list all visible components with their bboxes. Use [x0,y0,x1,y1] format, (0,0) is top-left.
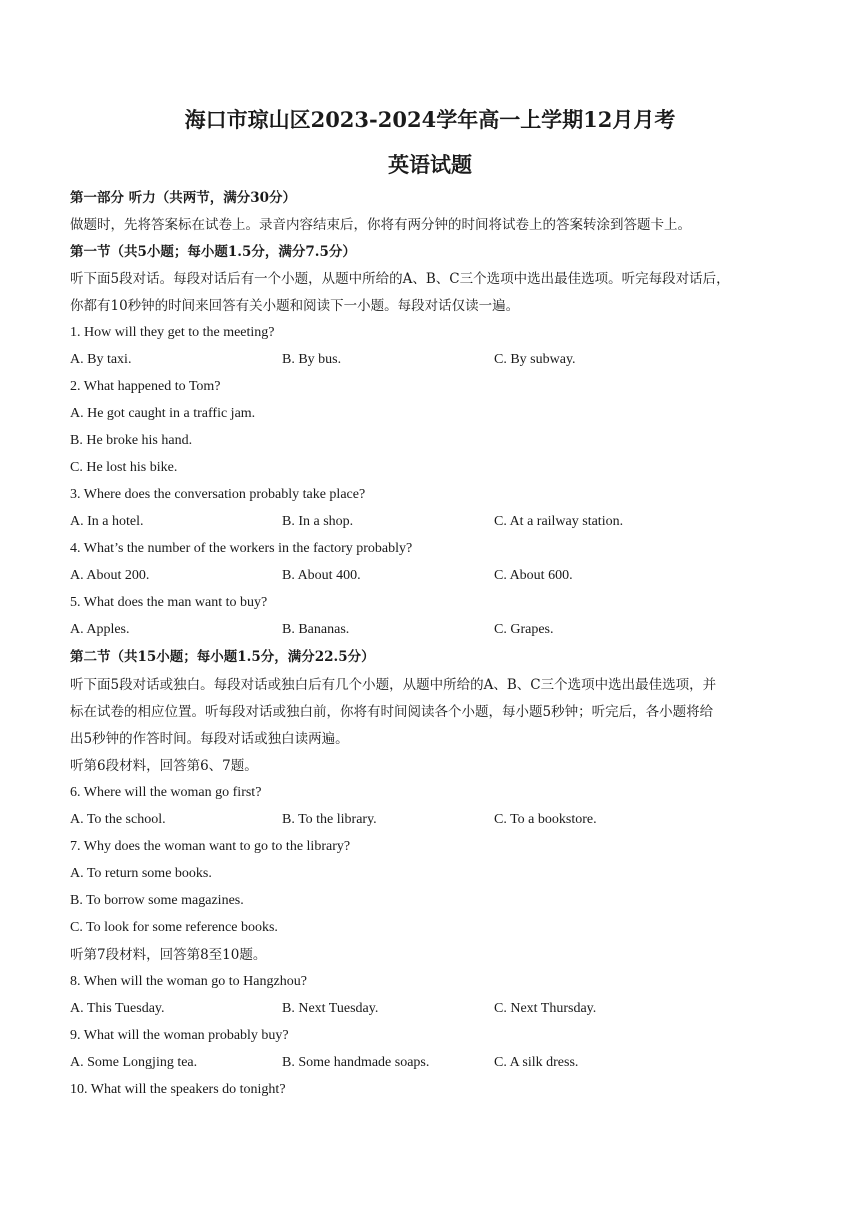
option-a: A. About 200. [70,568,150,583]
option-a: A. This Tuesday. [70,1001,165,1016]
option-b: B. Bananas. [282,622,350,637]
question-4-options [70,567,790,585]
question-7-stem: 7. Why does the woman want to go to the library? [70,839,351,854]
option-b: B. To the library. [282,812,377,827]
option-c: C. To a bookstore. [494,812,597,827]
question-5-stem: 5. What does the man want to buy? [70,595,268,610]
section1-heading: 第一节（共5小题；每小题1.5分，满分7.5分） [70,244,356,260]
option-a: A. To the school. [70,812,166,827]
question-3-stem: 3. Where does the conversation probably take place? [70,487,366,502]
option-b: B. Next Tuesday. [282,1001,379,1016]
question-8-stem: 8. When will the woman go to Hangzhou? [70,974,307,989]
question-9-stem: 9. What will the woman probably buy? [70,1028,289,1043]
question-2-option-b: B. He broke his hand. [70,433,193,448]
part1-heading: 第一部分 听力（共两节，满分30分） [70,190,296,206]
option-c: C. A silk dress. [494,1055,579,1070]
question-3-options [70,513,790,531]
option-b: B. In a shop. [282,514,354,529]
option-a: A. In a hotel. [70,514,144,529]
option-c: C. By subway. [494,352,576,367]
part1-instruction: 做题时，先将答案标在试卷上。录音内容结束后，你将有两分钟的时间将试卷上的答案转涂到答题卡上。 [70,217,691,233]
question-8-options [70,1000,790,1018]
exam-title: 海口市琼山区2023-2024学年高一上学期12月月考 [184,107,676,132]
option-b: B. By bus. [282,352,342,367]
question-1-options [70,351,790,369]
question-7-option-c: C. To look for some reference books. [70,920,278,935]
option-c: C. At a railway station. [494,514,624,529]
question-9-options [70,1054,790,1072]
question-2-stem: 2. What happened to Tom? [70,379,221,394]
question-7-option-a: A. To return some books. [70,866,212,881]
option-c: C. Grapes. [494,622,554,637]
exam-subtitle: 英语试题 [388,152,472,177]
option-a: A. Apples. [70,622,130,637]
question-4-stem: 4. What’s the number of the workers in the factory probably? [70,541,413,556]
question-1-stem: 1. How will they get to the meeting? [70,325,275,340]
section1-instruction-line1: 听下面5段对话。每段对话后有一个小题，从题中所给的A、B、C三个选项中选出最佳选项。听完每段对话后， [70,271,730,287]
section2-instruction-line1: 听下面5段对话或独白。每段对话或独白后有几个小题，从题中所给的A、B、C三个选项中选出最佳选项，并 [70,677,717,693]
option-c: C. About 600. [494,568,573,583]
question-7-option-b: B. To borrow some magazines. [70,893,244,908]
section2-heading: 第二节（共15小题；每小题1.5分，满分22.5分） [70,649,375,665]
question-6-stem: 6. Where will the woman go first? [70,785,262,800]
material-6-note: 听第6段材料，回答第6、7题。 [70,758,258,774]
option-b: B. Some handmade soaps. [282,1055,430,1070]
material-7-note: 听第7段材料，回答第8至10题。 [70,947,267,963]
section2-instruction-line3: 出5秒钟的作答时间。每段对话或独白读两遍。 [70,731,349,747]
question-6-options [70,811,790,829]
question-2-option-c: C. He lost his bike. [70,460,178,475]
option-c: C. Next Thursday. [494,1001,597,1016]
question-5-options [70,621,790,639]
option-a: A. By taxi. [70,352,132,367]
section1-instruction-line2: 你都有10秒钟的时间来回答有关小题和阅读下一小题。每段对话仅读一遍。 [70,298,520,314]
section2-instruction-line2: 标在试卷的相应位置。听每段对话或独白前，你将有时间阅读各个小题，每小题5秒钟；听完后，各小题将给 [70,704,714,720]
question-10-stem: 10. What will the speakers do tonight? [70,1082,286,1097]
question-2-option-a: A. He got caught in a traffic jam. [70,406,256,421]
option-b: B. About 400. [282,568,361,583]
option-a: A. Some Longjing tea. [70,1055,198,1070]
